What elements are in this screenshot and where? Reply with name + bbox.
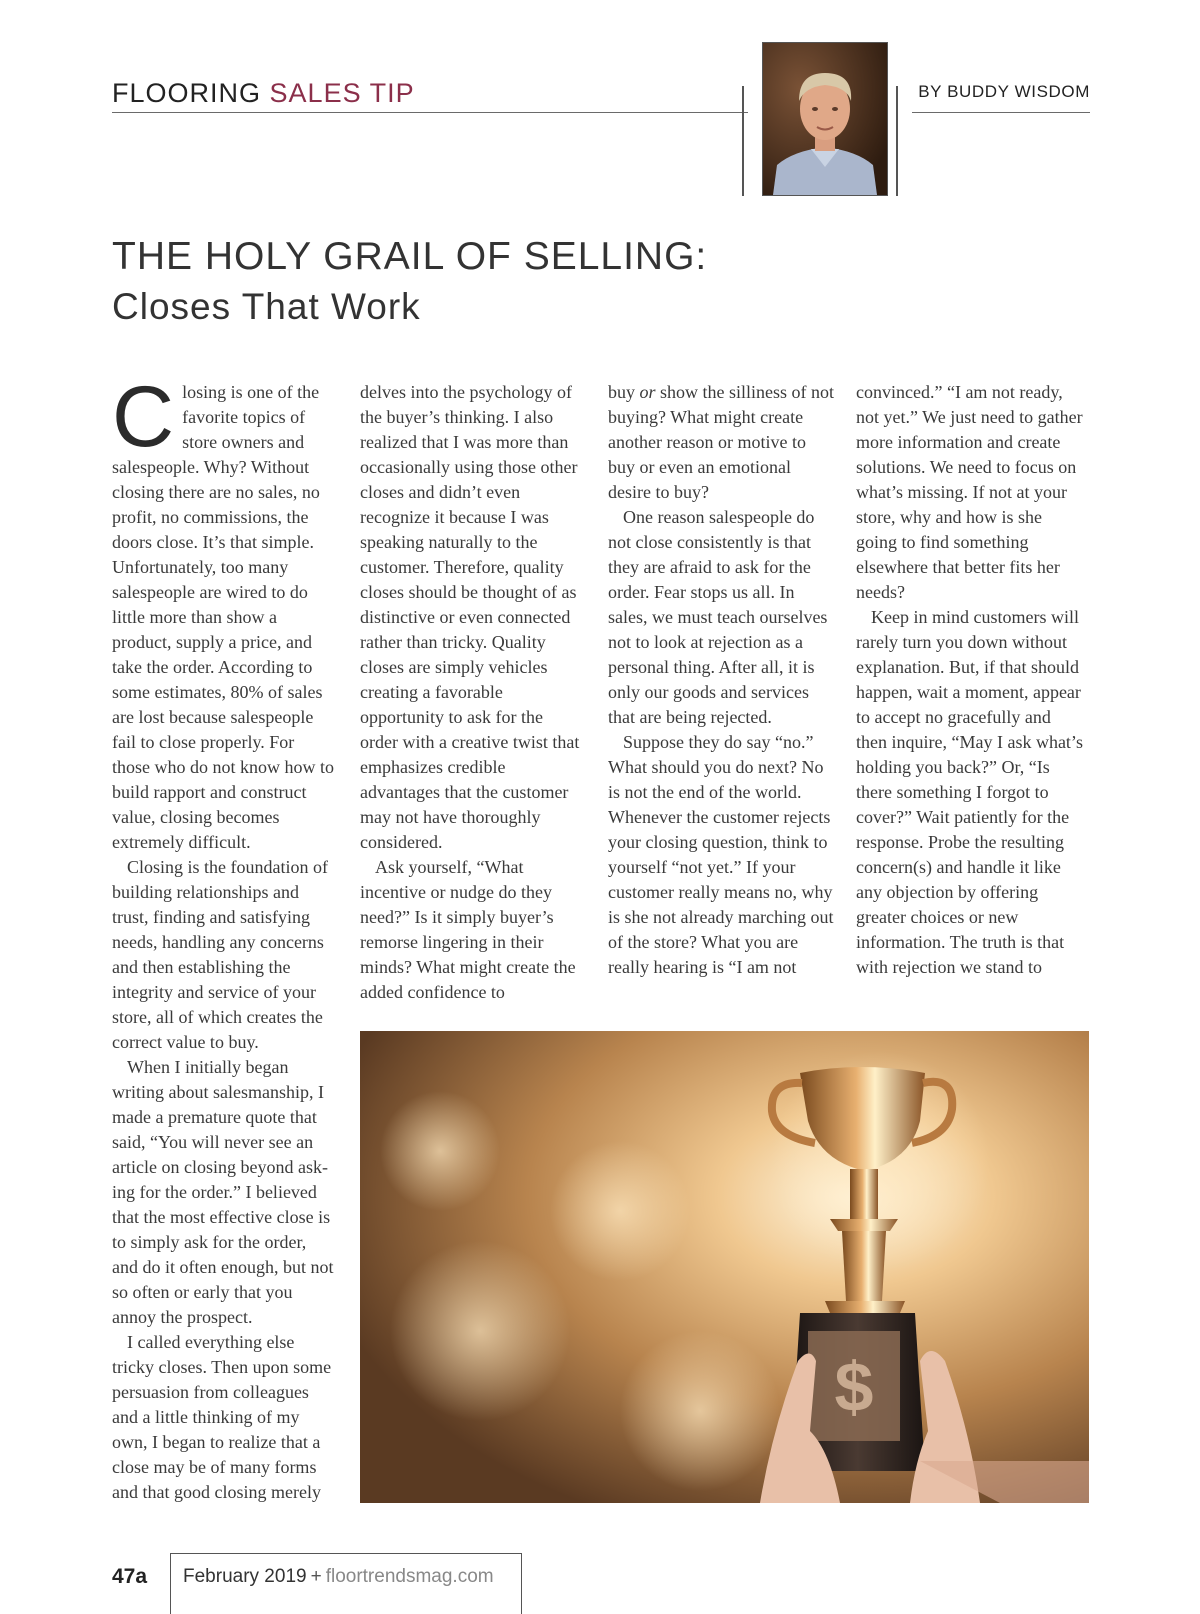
article-paragraph: When I initially began writing about salesmanship, I made a premature quote that said, “You will never see an article on closing beyond ask-ing for the order.” I believed that the most effective close is to simply ask for the order, and do it often enough, but not so often or early that you annoy the prospect. bbox=[112, 1057, 334, 1327]
article-paragraph: I called everything else tricky closes. Then upon some persuasion from colleagues and a little thinking of my own, I began to realize that a close may be of many forms and that good closing merely bbox=[112, 1332, 332, 1502]
emphasis-text: or bbox=[639, 382, 656, 402]
dollar-sign-plate: $ bbox=[834, 1348, 874, 1426]
paragraph-text: show the silliness of not buying? What might create another reason or motive to buy or even an emotional desire to buy? bbox=[608, 382, 835, 502]
article-paragraph bbox=[112, 369, 336, 855]
header-divider-right bbox=[896, 86, 898, 196]
article-paragraph: delves into the psychology of the buyer’s thinking. I also realized that I was more than occasionally using those other closes and didn’t even recognize it because I was speaking naturally to the customer. Therefore, quality closes should be thought of as distinctive or even connected rather than tricky. Quality closes are simply vehicles creating a favorable opportunity to ask for the order with a creative twist that emphasizes credible advantages that the customer may not have thoroughly considered. bbox=[360, 382, 580, 852]
article-paragraph: Ask yourself, “What incentive or nudge do they need?” Is it simply buyer’s remorse lingering in their minds? What might create the added confidence to bbox=[360, 857, 576, 1002]
footer-separator: + bbox=[310, 1566, 322, 1587]
author-photo bbox=[762, 42, 888, 196]
drop-cap: C bbox=[112, 369, 175, 465]
paragraph-text: losing is one of the favorite topics of store owners and salespeople. Why? Without closing there are no sales, no profit, no commissions, the doors close. It’s that simple. Unfortunately, too many salespeople are wired to do little more than show a product, supply a price, and take the order. According to some estimates, 80% of sales are lost because salespeople fail to close properly. For those who do not know how to build rapport and construct value, closing becomes extremely difficult. bbox=[112, 382, 334, 852]
article-paragraph: convinced.” “I am not ready, not yet.” We just need to gather more information and create solutions. We need to focus on what’s missing. If not at your store, why and how is she going to find something elsewhere that better fits her needs? bbox=[856, 382, 1083, 602]
header-divider-left bbox=[742, 86, 744, 196]
section-title-main: FLOORING bbox=[112, 78, 262, 108]
article-paragraph: One reason salespeople do not close consistently is that they are afraid to ask for the order. Fear stops us all. In sales, we must teach ourselves not to look at rejection as a personal thing. After all, it is only our goods and services that are being rejected. bbox=[608, 507, 828, 727]
issue-date: February 2019 bbox=[183, 1566, 307, 1587]
article-column-2 bbox=[360, 380, 584, 1005]
article-headline bbox=[112, 232, 707, 332]
trophy-illustration bbox=[360, 1031, 1089, 1503]
footer-text bbox=[183, 1566, 494, 1588]
header-rule-right bbox=[912, 72, 1090, 113]
article-paragraph bbox=[608, 380, 834, 505]
byline: BY BUDDY WISDOM bbox=[918, 82, 1090, 101]
page-number: 47a bbox=[112, 1565, 148, 1588]
trophy-photo bbox=[360, 1031, 1089, 1503]
author-portrait-illustration bbox=[763, 43, 887, 195]
article-column-1 bbox=[112, 369, 336, 1505]
paragraph-text: buy bbox=[608, 382, 635, 402]
section-title bbox=[112, 78, 415, 109]
header-rule-left bbox=[112, 72, 748, 113]
article-paragraph: Keep in mind customers will rarely turn you down without explanation. But, if that should happen, wait a moment, appear to accept no gracefully and then inquire, “May I ask what’s holding you back?” Or, “Is there something I forgot to cover?” Wait patiently for the response. Probe the resulting concern(s) and handle it like any objection by offering greater choices or new information. The truth is that with rejection we stand to bbox=[856, 607, 1083, 977]
article-column-3 bbox=[608, 380, 834, 980]
article-column-4 bbox=[856, 380, 1086, 980]
headline-subtitle: Closes That Work bbox=[112, 286, 421, 327]
section-title-accent: SALES TIP bbox=[269, 78, 415, 108]
website-link[interactable]: floortrendsmag.com bbox=[325, 1566, 494, 1587]
article-paragraph: Suppose they do say “no.” What should you do next? No is not the end of the world. Whenever the customer rejects your closing question, think to yourself “not yet.” If your customer really means no, why is she not already marching out of the store? What you are really hearing is “I am not bbox=[608, 732, 834, 977]
headline-line1: THE HOLY GRAIL OF SELLING: bbox=[112, 235, 708, 278]
article-paragraph: Closing is the foundation of building relationships and trust, finding and satisfying needs, handling any concerns and then establishing the integrity and service of your store, all of which creates the correct value to buy. bbox=[112, 857, 328, 1052]
footer-box bbox=[170, 1553, 522, 1614]
